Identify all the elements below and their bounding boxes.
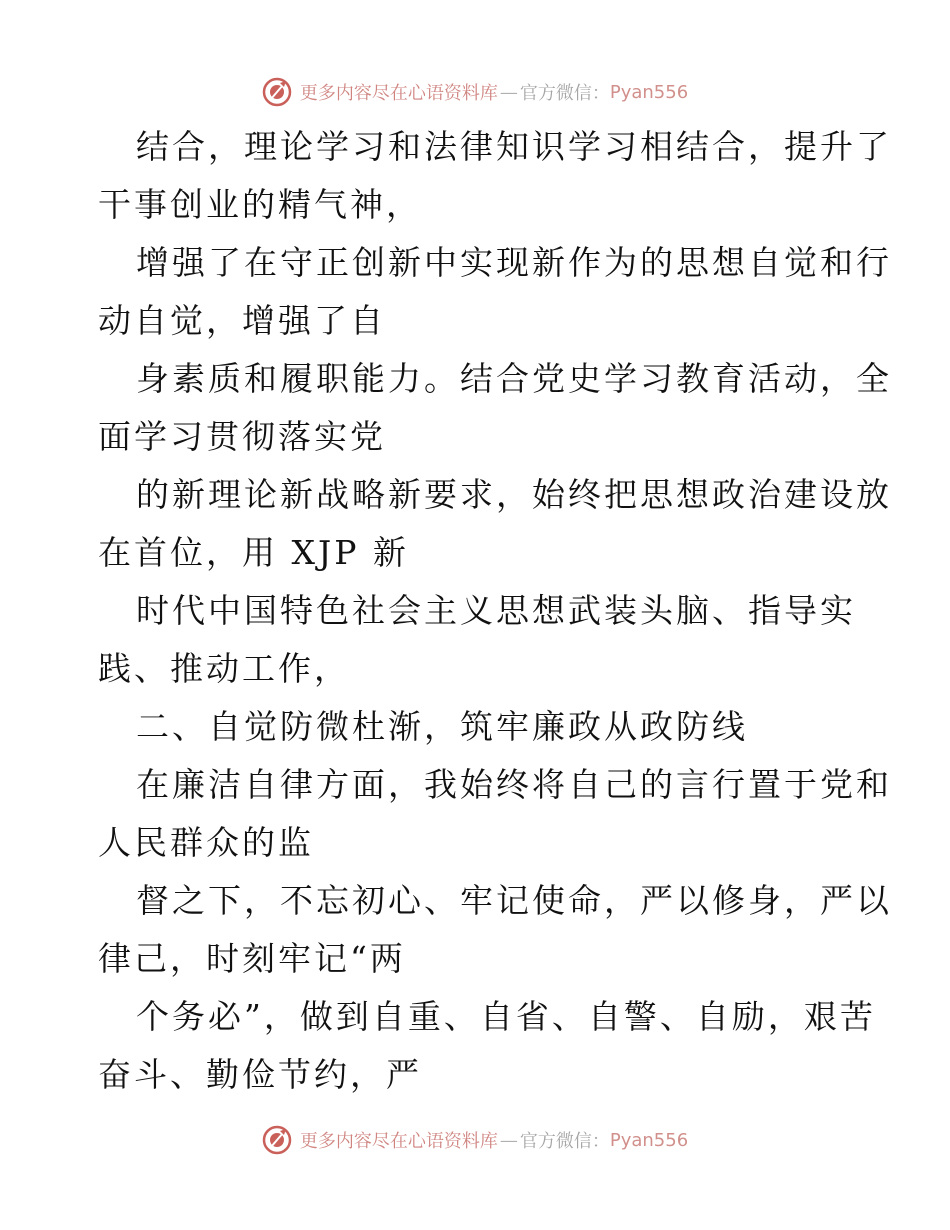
text-line: 在廉洁自律方面，我始终将自己的言行置于党和 — [136, 765, 892, 804]
text-line: 律己，时刻牢记“两 — [98, 939, 406, 978]
brand-logo-icon — [262, 1125, 292, 1155]
watermark-id: Pyan556 — [609, 1129, 689, 1151]
watermark-text: 更多内容尽在心语资料库 — [299, 83, 498, 104]
text-line: 督之下，不忘初心、牢记使命，严以修身，严以 — [136, 881, 892, 920]
text-line: 动自觉，增强了自 — [98, 301, 386, 340]
text-line: 二、自觉防微杜渐，筑牢廉政从政防线 — [136, 707, 748, 746]
text-line: 身素质和履职能力。结合党史学习教育活动，全 — [136, 359, 892, 398]
watermark-id: Pyan556 — [609, 81, 689, 103]
text-line: 奋斗、勤俭节约，严 — [98, 1055, 422, 1094]
text-line: 的新理论新战略新要求，始终把思想政治建设放 — [136, 475, 892, 514]
text-line: 结合，理论学习和法律知识学习相结合，提升了 — [136, 127, 892, 166]
footer-watermark — [0, 1120, 950, 1160]
header-watermark — [0, 72, 950, 112]
watermark-dash: — — [499, 81, 518, 103]
text-line: 干事创业的精气神， — [98, 185, 422, 224]
text-line: 人民群众的监 — [98, 823, 314, 862]
text-line: 时代中国特色社会主义思想武装头脑、指导实 — [136, 591, 856, 630]
text-line: 增强了在守正创新中实现新作为的思想自觉和行 — [136, 243, 892, 282]
document-body — [98, 118, 892, 1104]
text-line: 在首位，用 XJP 新 — [98, 533, 409, 572]
brand-logo-icon — [262, 77, 292, 107]
watermark-text: 更多内容尽在心语资料库 — [299, 1131, 498, 1152]
watermark-label: 官方微信： — [519, 83, 610, 104]
text-line: 个务必”，做到自重、自省、自警、自励，艰苦 — [136, 997, 876, 1036]
text-line: 面学习贯彻落实党 — [98, 417, 386, 456]
watermark-dash: — — [499, 1129, 518, 1151]
text-line: 践、推动工作， — [98, 649, 350, 688]
watermark-label: 官方微信： — [519, 1131, 610, 1152]
